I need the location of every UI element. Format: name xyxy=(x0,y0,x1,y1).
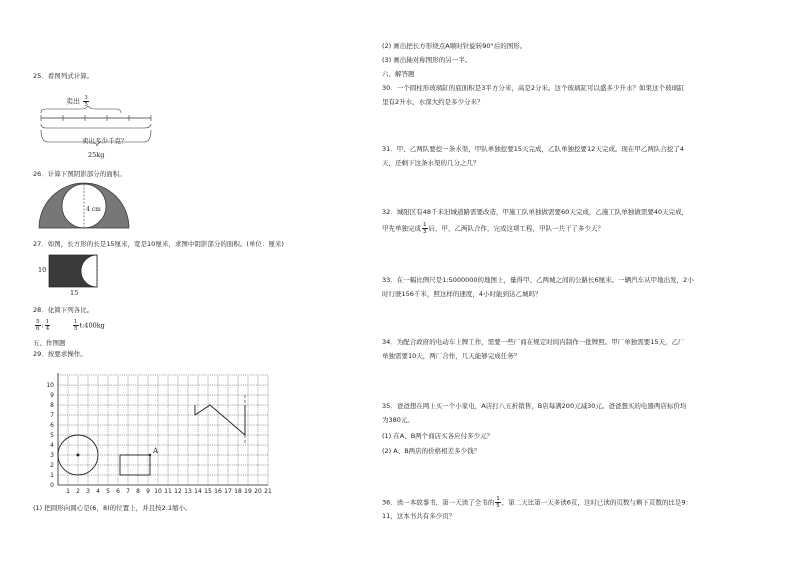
point-a xyxy=(149,454,151,456)
x-tick-label: 13 xyxy=(184,488,192,495)
section-6-title: 六、解答题 xyxy=(382,70,415,78)
q26-dim-label: 4 cm xyxy=(86,206,101,213)
q34-line2: 单独需要10天，两厂合作，几天能够完成任务？ xyxy=(382,352,521,360)
x-tick-label: 18 xyxy=(234,488,242,495)
x-tick-label: 2 xyxy=(76,488,80,495)
x-tick-label: 7 xyxy=(126,488,130,495)
x-tick-label: 16 xyxy=(214,488,222,495)
y-tick-label: 4 xyxy=(50,442,54,449)
q35-line2: 为380元。 xyxy=(382,416,414,424)
q30-line1: 30．一个圆柱形玻璃缸的底面积是3平方分米，高是2分米。这个玻璃缸可以盛多少升水？如果这个玻璃缸 xyxy=(382,84,685,92)
q25-total-label: 25kg xyxy=(88,151,105,159)
q30-line2: 里有2升水，水深大约是多少分米？ xyxy=(382,98,484,106)
q26-title: 26．计算下图阴影部分的面积。 xyxy=(33,170,126,178)
q32-line1: 32．城阳区有48千米旧城道路需要改造，甲施工队单独做需要60天完成，乙施工队单独做需要40天完成， xyxy=(382,208,689,216)
y-tick-label: 5 xyxy=(50,432,54,439)
q33-line1: 33．在一幅比例尺是1:5000000的地图上，量得甲、乙两城之间的公路长6厘米。一辆汽车从甲地出发，2小 xyxy=(382,276,694,284)
x-tick-label: 5 xyxy=(106,488,110,495)
q28-title: 28．化简下列各比。 xyxy=(33,306,94,314)
x-tick-label: 1 xyxy=(66,488,70,495)
q31-line2: 天，还剩下这条水渠的几分之几？ xyxy=(382,159,480,167)
x-tick-label: 15 xyxy=(204,488,212,495)
y-tick-label: 1 xyxy=(50,472,54,479)
q36-line2: 11，这本书共有多少页？ xyxy=(382,512,456,520)
q29-item2: (2) 画出把长方形绕点A顺时针旋转90°后的图形。 xyxy=(382,42,527,50)
q27-title: 27．如图，长方形的长是15厘米，宽是10厘米，求图中阴影部分的面积。(单位：厘米) xyxy=(33,240,284,248)
q35-sub2: (2) A、B两店的价格相差多少钱？ xyxy=(382,447,481,455)
q27-height-label: 10 xyxy=(38,266,47,274)
y-tick-label: 6 xyxy=(50,422,54,429)
x-tick-label: 14 xyxy=(194,488,202,495)
x-tick-label: 4 xyxy=(96,488,100,495)
q29-item3: (3) 画出轴对称图形的另一半。 xyxy=(382,56,472,64)
q35-sub1: (1) 在A、B两个商店买各应付多少元？ xyxy=(382,432,494,440)
q25-sold-label: 卖出 $\frac{3}{5}$ xyxy=(66,95,88,108)
q31-line1: 31．甲、乙两队要挖一条水渠，甲队单独挖要15天完成，乙队单独挖要12天完成。现在甲乙两队合挖了4 xyxy=(382,145,684,153)
y-tick-label: 8 xyxy=(50,402,54,409)
y-tick-label: 2 xyxy=(50,462,54,469)
q33-line2: 时行驶156千米，照这样的速度，4小时能到达乙城吗？ xyxy=(382,290,542,298)
q25-title: 25．看图列式计算。 xyxy=(33,72,94,80)
x-tick-label: 3 xyxy=(86,488,90,495)
q29-item1: (1) 把圆形向圆心是(6，8)的位置上，并且按2:1缩小。 xyxy=(33,504,192,512)
y-tick-label: 9 xyxy=(50,392,54,399)
y-tick-label: 7 xyxy=(50,412,54,419)
section-5-title: 五、作图题 xyxy=(33,339,66,347)
x-tick-label: 20 xyxy=(254,488,262,495)
x-tick-label: 9 xyxy=(146,488,150,495)
point-a-label: A xyxy=(153,447,159,455)
x-tick-label: 11 xyxy=(164,488,172,495)
q32-line2: 甲先单独完成 $\frac{1}{3}$ 后，甲、乙两队合作，完成这项工程，甲队一共干了多少天？ xyxy=(382,222,604,235)
x-tick-label: 6 xyxy=(116,488,120,495)
x-tick-label: 17 xyxy=(224,488,232,495)
q34-line1: 34．为配合政府的电动车上牌工作，需要一些厂商在规定时间内制作一批牌照。甲厂单独需要15天，乙厂 xyxy=(382,338,685,346)
y-tick-label: 3 xyxy=(50,452,54,459)
q35-line1: 35．爸爸想在网上买一个小家电，A店打八五折销售，B店每满200元减30元。爸爸想买的电器两店标价均 xyxy=(382,402,687,410)
q28-expr1: $\frac{5}{6}$ : $\frac{1}{4}$ xyxy=(36,319,50,332)
y-tick-label: 10 xyxy=(46,382,54,389)
q36-line1: 36．读一本故事书，第一天读了全书的 $\frac{1}{5}$ ，第二天比第一天多读6页，这时已读的页数与剩下页数的比是9： xyxy=(382,496,693,509)
x-tick-label: 10 xyxy=(154,488,162,495)
x-tick-label: 21 xyxy=(264,488,272,495)
q25-question-label: 卖出多少千克？ xyxy=(82,137,128,145)
symmetric-half-shape xyxy=(195,405,245,435)
q25-sold-fraction: $\frac{3}{5}$ xyxy=(84,95,88,108)
q28-expr2: $\frac{1}{5}$ t:400kg xyxy=(74,319,105,332)
x-tick-label: 12 xyxy=(174,488,182,495)
y-tick-label: 0 xyxy=(50,482,54,489)
x-tick-label: 19 xyxy=(244,488,252,495)
q27-width-label: 15 xyxy=(70,289,79,297)
q29-title: 29．按要求操作。 xyxy=(33,350,87,358)
circle-center xyxy=(77,454,80,457)
x-tick-label: 8 xyxy=(136,488,140,495)
